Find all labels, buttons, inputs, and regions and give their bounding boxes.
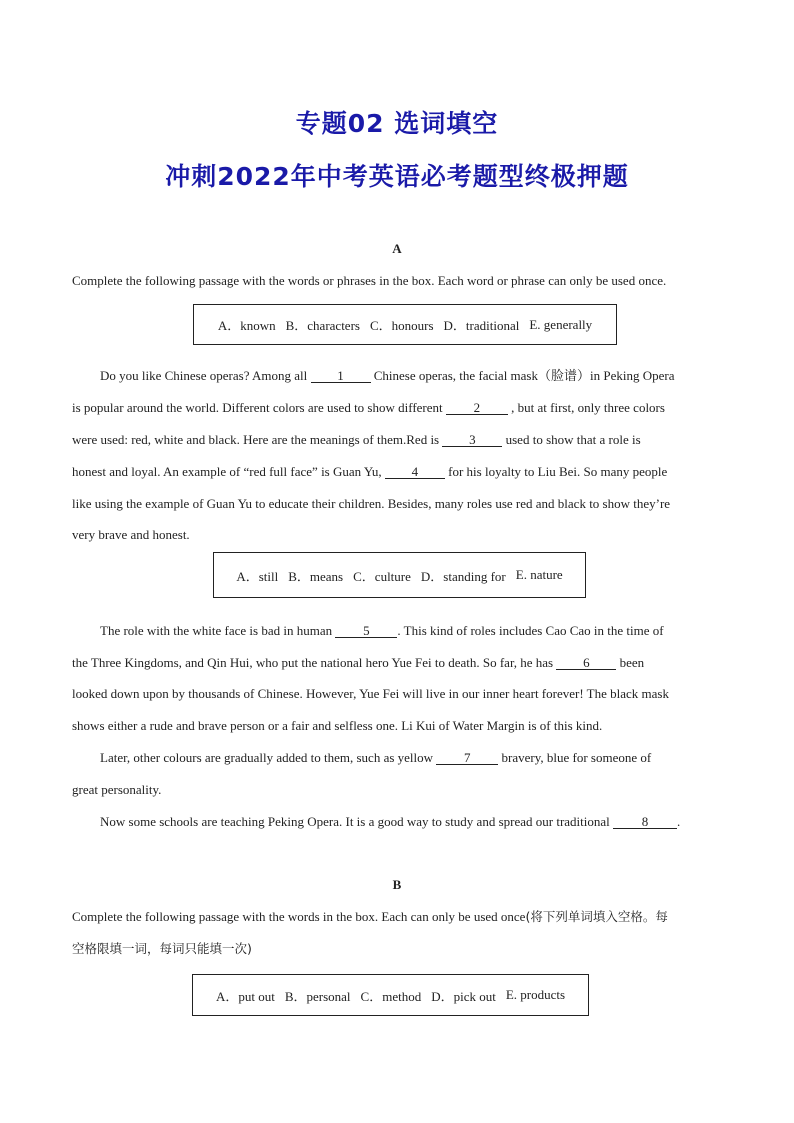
section-b-label: B	[392, 877, 402, 892]
blank-4: 4	[385, 465, 445, 479]
section-a-label: A	[392, 241, 402, 256]
option-b: B．characters	[285, 318, 360, 333]
blank-5: 5	[335, 624, 397, 638]
option-e: E. nature	[515, 567, 563, 582]
word-box-3	[192, 974, 589, 1016]
option-a: A．still	[236, 568, 279, 584]
option-b: B．means	[288, 568, 344, 584]
option-c: C．method	[360, 988, 422, 1004]
passage-line: Do you like Chinese operas? Among all 1 Chinese operas, the facial mask（脸谱）in Peking Opera	[100, 368, 675, 383]
blank-6: 6	[556, 656, 616, 670]
option-b: B．personal	[284, 988, 351, 1004]
section-b-instruction-cont: 空格限填一词，每词只能填一次)	[72, 941, 252, 956]
passage-line: shows either a rude and brave person or a fair and selfless one. Li Kui of Water Margin is of this kind.	[72, 718, 603, 733]
section-a-instruction: Complete the following passage with the words or phrases in the box. Each word or phrase can only be used once.	[72, 273, 667, 288]
blank-7: 7	[436, 751, 498, 765]
option-d: D．pick out	[431, 988, 496, 1004]
option-e: E. products	[505, 987, 566, 1002]
passage-line: the Three Kingdoms, and Qin Hui, who put the national hero Yue Fei to death. So far, he has 6 been	[72, 655, 645, 670]
option-a: A．put out	[215, 988, 275, 1004]
passage-line: great personality.	[72, 782, 162, 797]
passage-line: looked down upon by thousands of Chinese. However, Yue Fei will live in our inner heart forever! The black mask	[72, 686, 669, 701]
option-d: D．standing for	[420, 568, 506, 584]
passage-line: like using the example of Guan Yu to educate their children. Besides, many roles use red and black to show they’re	[72, 496, 671, 511]
blank-3: 3	[442, 433, 502, 447]
passage-line: Later, other colours are gradually added to them, such as yellow 7 bravery, blue for someone of	[100, 750, 652, 765]
passage-line: Now some schools are teaching Peking Opera. It is a good way to study and spread our traditional 8 .	[100, 814, 681, 829]
passage-line: were used: red, white and black. Here are the meanings of them.Red is 3 used to show that a role is	[72, 432, 641, 447]
option-c: C．culture	[353, 568, 411, 584]
page-title: 专题02 选词填空	[295, 109, 499, 138]
option-e: E. generally	[529, 316, 593, 332]
word-box-1	[193, 304, 617, 345]
word-box-2	[213, 552, 586, 598]
passage-line: is popular around the world. Different colors are used to show different 2 , but at first, only three colors	[72, 400, 665, 415]
option-d: D．traditional	[443, 318, 520, 333]
option-a: A．known	[217, 318, 276, 333]
passage-line: very brave and honest.	[72, 527, 190, 542]
blank-1: 1	[311, 369, 371, 383]
section-b-instruction: Complete the following passage with the words in the box. Each can only be used once(将下列单词填入空格。每	[72, 909, 668, 924]
passage-line: The role with the white face is bad in human 5 . This kind of roles includes Cao Cao in the time of	[100, 623, 664, 638]
option-c: C．honours	[369, 318, 434, 333]
passage-line: honest and loyal. An example of “red full face” is Guan Yu, 4 for his loyalty to Liu Bei. So many people	[72, 464, 668, 479]
blank-8: 8	[613, 815, 677, 829]
blank-2: 2	[446, 401, 508, 415]
page-subtitle: 冲刺2022年中考英语必考题型终极押题	[165, 162, 629, 191]
